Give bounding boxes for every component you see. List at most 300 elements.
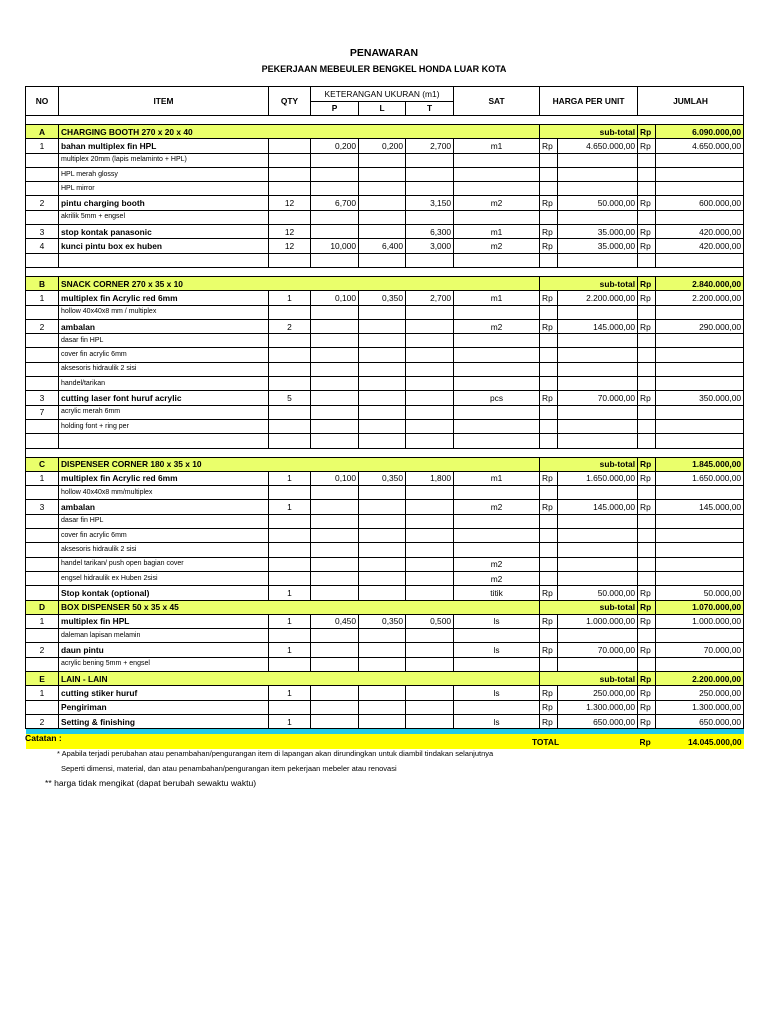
row-total <box>656 557 744 571</box>
table-row <box>26 686 744 700</box>
row-currency <box>540 253 558 267</box>
row-t <box>406 334 454 348</box>
row-currency <box>638 543 656 557</box>
row-price: 50.000,00 <box>558 586 638 600</box>
row-qty <box>269 657 311 671</box>
row-total: 2.200.000,00 <box>656 291 744 305</box>
row-sat <box>454 543 540 557</box>
row-qty <box>269 629 311 643</box>
row-price <box>558 348 638 362</box>
row-l <box>359 529 406 543</box>
row-p <box>311 571 359 585</box>
row-t <box>406 557 454 571</box>
row-l <box>359 210 406 224</box>
row-price <box>558 434 638 448</box>
row-currency: Rp <box>540 686 558 700</box>
row-no: 2 <box>26 196 59 210</box>
row-qty: 1 <box>269 291 311 305</box>
table-row <box>26 471 744 485</box>
row-no <box>26 657 59 671</box>
section-header <box>26 276 744 290</box>
row-sat <box>454 253 540 267</box>
row-currency <box>638 253 656 267</box>
row-sat: ls <box>454 614 540 628</box>
table-row <box>26 419 744 433</box>
row-t <box>406 586 454 600</box>
table-row <box>26 196 744 210</box>
row-l <box>359 377 406 391</box>
row-currency <box>638 529 656 543</box>
row-item: pintu charging booth <box>59 196 269 210</box>
row-no <box>26 514 59 528</box>
section-code: C <box>26 457 59 471</box>
row-item: HPL mirror <box>59 182 269 196</box>
row-price <box>558 557 638 571</box>
row-price <box>558 334 638 348</box>
row-l <box>359 557 406 571</box>
row-total <box>656 210 744 224</box>
row-t: 3,150 <box>406 196 454 210</box>
row-price: 650.000,00 <box>558 714 638 728</box>
row-currency <box>638 557 656 571</box>
table-row <box>26 377 744 391</box>
table-row <box>26 210 744 224</box>
row-qty: 12 <box>269 225 311 239</box>
section-title: BOX DISPENSER 50 x 35 x 45 <box>59 600 540 614</box>
table-row <box>26 434 744 448</box>
row-price: 1.000.000,00 <box>558 614 638 628</box>
row-price: 1.650.000,00 <box>558 471 638 485</box>
row-p: 0,450 <box>311 614 359 628</box>
section-currency: Rp <box>638 600 656 614</box>
row-currency <box>540 434 558 448</box>
row-sat <box>454 419 540 433</box>
row-total <box>656 167 744 181</box>
table-row <box>26 500 744 514</box>
section-subtotal: 1.845.000,00 <box>656 457 744 471</box>
row-total: 420.000,00 <box>656 239 744 253</box>
header-l: L <box>359 101 406 116</box>
header-price: HARGA PER UNIT <box>540 87 638 116</box>
row-item <box>59 434 269 448</box>
row-currency: Rp <box>540 239 558 253</box>
row-total <box>656 571 744 585</box>
row-t: 3,000 <box>406 239 454 253</box>
row-t <box>406 529 454 543</box>
row-p <box>311 334 359 348</box>
total-label: TOTAL <box>454 734 638 749</box>
table-row <box>26 486 744 500</box>
table-row <box>26 700 744 714</box>
row-total <box>656 514 744 528</box>
row-currency: Rp <box>638 686 656 700</box>
row-total <box>656 348 744 362</box>
row-item: acrylic bening 5mm + engsel <box>59 657 269 671</box>
row-sat <box>454 210 540 224</box>
row-price: 145.000,00 <box>558 500 638 514</box>
row-no: 1 <box>26 471 59 485</box>
row-t <box>406 434 454 448</box>
row-no <box>26 182 59 196</box>
row-l <box>359 182 406 196</box>
row-l: 0,350 <box>359 471 406 485</box>
table-row <box>26 714 744 728</box>
row-sat <box>454 657 540 671</box>
row-currency: Rp <box>540 391 558 405</box>
row-total: 4.650.000,00 <box>656 139 744 153</box>
row-qty <box>269 486 311 500</box>
row-no <box>26 305 59 319</box>
row-price: 35.000,00 <box>558 239 638 253</box>
quotation-table <box>25 86 744 749</box>
table-row <box>26 334 744 348</box>
note-3: harga tidak mengikat (dapat berubah sewaktu waktu) <box>54 778 257 788</box>
row-item: aksesoris hidraulik 2 sisi <box>59 362 269 376</box>
row-item: handel/tarikan <box>59 377 269 391</box>
row-no: 2 <box>26 319 59 333</box>
row-currency <box>540 405 558 419</box>
row-price <box>558 305 638 319</box>
row-no <box>26 153 59 167</box>
row-no <box>26 377 59 391</box>
row-t <box>406 253 454 267</box>
section-spacer <box>26 448 744 457</box>
row-qty <box>269 362 311 376</box>
row-total <box>656 434 744 448</box>
section-subtotal: 2.200.000,00 <box>656 671 744 685</box>
row-sat: titik <box>454 586 540 600</box>
row-currency <box>540 334 558 348</box>
row-no: 2 <box>26 643 59 657</box>
row-l <box>359 657 406 671</box>
row-no <box>26 210 59 224</box>
row-total: 650.000,00 <box>656 714 744 728</box>
row-qty: 12 <box>269 196 311 210</box>
row-l <box>359 571 406 585</box>
section-subtotal: 2.840.000,00 <box>656 276 744 290</box>
row-qty <box>269 182 311 196</box>
row-currency: Rp <box>638 319 656 333</box>
row-l <box>359 334 406 348</box>
row-total <box>656 377 744 391</box>
row-item: hollow 40x40x8 mm/multiplex <box>59 486 269 500</box>
row-item: daun pintu <box>59 643 269 657</box>
row-p <box>311 419 359 433</box>
row-qty <box>269 434 311 448</box>
row-currency <box>540 182 558 196</box>
section-subtotal-label: sub-total <box>540 125 638 139</box>
row-t <box>406 405 454 419</box>
row-sat <box>454 153 540 167</box>
notes-heading: Catatan : <box>25 733 62 743</box>
row-qty <box>269 543 311 557</box>
row-p <box>311 714 359 728</box>
row-price: 4.650.000,00 <box>558 139 638 153</box>
section-subtotal: 6.090.000,00 <box>656 125 744 139</box>
row-currency: Rp <box>540 319 558 333</box>
row-price: 250.000,00 <box>558 686 638 700</box>
row-total <box>656 405 744 419</box>
row-price <box>558 362 638 376</box>
row-price <box>558 405 638 419</box>
row-item: holding font + ring per <box>59 419 269 433</box>
row-sat: m1 <box>454 225 540 239</box>
row-qty <box>269 348 311 362</box>
row-no: 7 <box>26 405 59 419</box>
row-t <box>406 700 454 714</box>
row-p <box>311 543 359 557</box>
row-currency <box>540 362 558 376</box>
row-p <box>311 529 359 543</box>
row-l: 6,400 <box>359 239 406 253</box>
row-qty <box>269 210 311 224</box>
row-l: 0,350 <box>359 291 406 305</box>
row-p <box>311 700 359 714</box>
row-l <box>359 348 406 362</box>
header-t: T <box>406 101 454 116</box>
row-qty: 1 <box>269 714 311 728</box>
row-item: dasar fin HPL <box>59 514 269 528</box>
row-item: ambalan <box>59 500 269 514</box>
row-item: aksesoris hidraulik 2 sisi <box>59 543 269 557</box>
row-t <box>406 362 454 376</box>
row-price: 70.000,00 <box>558 391 638 405</box>
row-currency <box>540 657 558 671</box>
table-row <box>26 614 744 628</box>
row-sat: m2 <box>454 319 540 333</box>
row-qty: 1 <box>269 643 311 657</box>
row-item: acrylic merah 6mm <box>59 405 269 419</box>
row-currency <box>540 210 558 224</box>
section-subtotal-label: sub-total <box>540 600 638 614</box>
row-item: akrilik 5mm + engsel <box>59 210 269 224</box>
row-item: bahan multiplex fin HPL <box>59 139 269 153</box>
section-currency: Rp <box>638 276 656 290</box>
row-total <box>656 629 744 643</box>
row-item: multiplex 20mm (lapis melaminto + HPL) <box>59 153 269 167</box>
section-title: SNACK CORNER 270 x 35 x 10 <box>59 276 540 290</box>
row-sat: m2 <box>454 571 540 585</box>
row-p: 0,200 <box>311 139 359 153</box>
row-p <box>311 153 359 167</box>
row-currency <box>638 571 656 585</box>
table-row <box>26 543 744 557</box>
row-no: 1 <box>26 614 59 628</box>
row-sat: m1 <box>454 471 540 485</box>
row-currency <box>540 557 558 571</box>
row-currency: Rp <box>638 586 656 600</box>
row-price <box>558 377 638 391</box>
row-sat: m2 <box>454 500 540 514</box>
row-t <box>406 210 454 224</box>
row-currency <box>638 210 656 224</box>
row-qty <box>269 305 311 319</box>
table-row <box>26 348 744 362</box>
header-no: NO <box>26 87 59 116</box>
row-l <box>359 319 406 333</box>
row-sat: ls <box>454 714 540 728</box>
row-sat: m1 <box>454 139 540 153</box>
row-qty <box>269 139 311 153</box>
row-l <box>359 153 406 167</box>
total-value: 14.045.000,00 <box>656 734 744 749</box>
row-no: 3 <box>26 500 59 514</box>
row-qty: 1 <box>269 471 311 485</box>
row-t <box>406 377 454 391</box>
row-currency: Rp <box>540 700 558 714</box>
row-no: 4 <box>26 239 59 253</box>
row-no <box>26 586 59 600</box>
row-sat: m2 <box>454 239 540 253</box>
row-sat: m1 <box>454 291 540 305</box>
total-currency: Rp <box>638 734 656 749</box>
row-no: 3 <box>26 391 59 405</box>
table-row <box>26 291 744 305</box>
row-item: Stop kontak (optional) <box>59 586 269 600</box>
row-currency <box>540 543 558 557</box>
row-price <box>558 210 638 224</box>
row-p <box>311 434 359 448</box>
row-item: handel tarikan/ push open bagian cover <box>59 557 269 571</box>
row-currency: Rp <box>638 643 656 657</box>
row-currency <box>638 629 656 643</box>
row-l <box>359 486 406 500</box>
section-header <box>26 671 744 685</box>
row-no: 1 <box>26 686 59 700</box>
row-price: 50.000,00 <box>558 196 638 210</box>
row-currency <box>540 419 558 433</box>
row-price <box>558 182 638 196</box>
row-currency: Rp <box>540 139 558 153</box>
row-qty: 1 <box>269 586 311 600</box>
table-row <box>26 391 744 405</box>
row-currency <box>638 657 656 671</box>
row-l <box>359 167 406 181</box>
row-currency <box>540 305 558 319</box>
row-l <box>359 700 406 714</box>
row-p: 6,700 <box>311 196 359 210</box>
row-currency: Rp <box>638 239 656 253</box>
row-qty: 2 <box>269 319 311 333</box>
row-currency: Rp <box>540 714 558 728</box>
table-row <box>26 405 744 419</box>
row-sat <box>454 629 540 643</box>
row-no: 1 <box>26 291 59 305</box>
section-code: B <box>26 276 59 290</box>
section-header <box>26 457 744 471</box>
table-row <box>26 571 744 585</box>
section-code: A <box>26 125 59 139</box>
row-item: cover fin acrylic 6mm <box>59 348 269 362</box>
header-p: P <box>311 101 359 116</box>
row-t <box>406 153 454 167</box>
row-p <box>311 377 359 391</box>
row-price: 70.000,00 <box>558 643 638 657</box>
note-1-mark: * <box>57 749 60 758</box>
row-no: 2 <box>26 714 59 728</box>
section-subtotal-label: sub-total <box>540 457 638 471</box>
section-spacer <box>26 116 744 125</box>
row-currency <box>638 153 656 167</box>
row-sat <box>454 514 540 528</box>
row-currency: Rp <box>540 291 558 305</box>
row-p <box>311 362 359 376</box>
row-currency <box>638 377 656 391</box>
row-p: 10,000 <box>311 239 359 253</box>
row-qty <box>269 529 311 543</box>
section-spacer <box>26 267 744 276</box>
row-item: multiplex fin Acrylic red 6mm <box>59 291 269 305</box>
table-row <box>26 657 744 671</box>
row-no <box>26 348 59 362</box>
row-no <box>26 571 59 585</box>
row-l <box>359 196 406 210</box>
row-t <box>406 543 454 557</box>
row-t <box>406 319 454 333</box>
row-qty <box>269 153 311 167</box>
section-currency: Rp <box>638 671 656 685</box>
row-price: 145.000,00 <box>558 319 638 333</box>
row-t <box>406 657 454 671</box>
row-l <box>359 225 406 239</box>
row-l <box>359 643 406 657</box>
row-l <box>359 686 406 700</box>
row-l <box>359 434 406 448</box>
row-currency: Rp <box>540 500 558 514</box>
row-currency: Rp <box>638 391 656 405</box>
row-p <box>311 686 359 700</box>
row-p <box>311 348 359 362</box>
row-item: Pengiriman <box>59 700 269 714</box>
row-p <box>311 500 359 514</box>
row-p: 0,100 <box>311 471 359 485</box>
row-sat <box>454 405 540 419</box>
header-qty: QTY <box>269 87 311 116</box>
row-p <box>311 514 359 528</box>
table-row <box>26 305 744 319</box>
row-currency <box>638 182 656 196</box>
row-price: 2.200.000,00 <box>558 291 638 305</box>
note-1: Apabila terjadi perubahan atau penambahan/pengurangan item di lapangan akan dirundingkan untuk diambil tindakan selanjutnya <box>61 749 494 758</box>
row-sat <box>454 486 540 500</box>
row-total: 1.650.000,00 <box>656 471 744 485</box>
row-total <box>656 253 744 267</box>
row-l <box>359 714 406 728</box>
row-sat: m2 <box>454 557 540 571</box>
row-t <box>406 714 454 728</box>
row-no <box>26 557 59 571</box>
row-currency <box>638 434 656 448</box>
table-row <box>26 629 744 643</box>
row-t <box>406 486 454 500</box>
row-qty: 1 <box>269 614 311 628</box>
row-price <box>558 419 638 433</box>
row-total: 350.000,00 <box>656 391 744 405</box>
row-t: 6,300 <box>406 225 454 239</box>
row-no <box>26 543 59 557</box>
row-currency: Rp <box>540 614 558 628</box>
row-total: 145.000,00 <box>656 500 744 514</box>
row-p <box>311 305 359 319</box>
row-price <box>558 657 638 671</box>
row-currency: Rp <box>638 500 656 514</box>
row-currency: Rp <box>638 700 656 714</box>
row-item: Setting & finishing <box>59 714 269 728</box>
row-qty <box>269 571 311 585</box>
row-l <box>359 543 406 557</box>
section-subtotal: 1.070.000,00 <box>656 600 744 614</box>
row-item: multiplex fin HPL <box>59 614 269 628</box>
